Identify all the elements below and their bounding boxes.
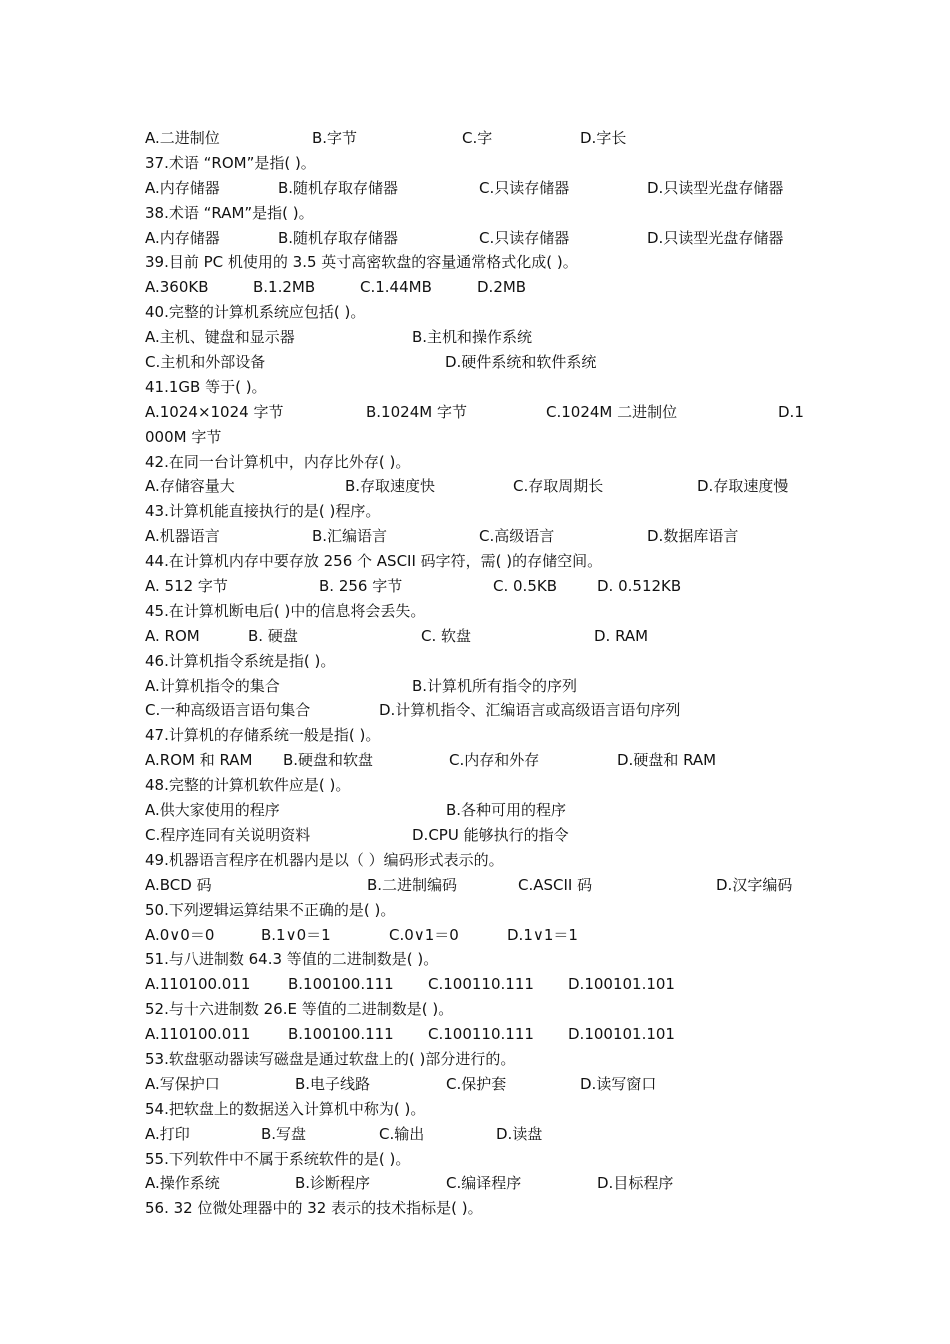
option-text: C.100110.111 [428,1025,534,1044]
question-text: 53.软盘驱动器读写磁盘是通过软盘上的( )部分进行的。 [145,1049,516,1068]
question-text: 51.与八进制数 64.3 等值的二进制数是( )。 [145,950,439,969]
options-line [145,873,815,898]
question-text: 38.术语 “RAM”是指( )。 [145,203,314,222]
option-text: C.存取周期长 [513,477,604,496]
question-text: 52.与十六进制数 26.E 等值的二进制数是( )。 [145,1000,454,1019]
option-text: D.2MB [477,278,527,297]
question-text: 39.目前 PC 机使用的 3.5 英寸高密软盘的容量通常格式化成( )。 [145,253,578,272]
option-text: D.汉字编码 [716,875,793,894]
option-text: A.写保护口 [145,1074,220,1093]
option-text: B.电子线路 [295,1074,371,1093]
option-text: C.0∨1＝0 [389,925,459,944]
options-line [145,923,815,948]
options-line [145,350,815,375]
option-text: A.操作系统 [145,1174,220,1193]
option-text: B.硬盘和软盘 [283,751,374,770]
option-text: C.ASCII 码 [518,875,593,894]
option-text: A.二进制位 [145,129,220,147]
question-text: 48.完整的计算机软件应是( )。 [145,776,351,795]
option-text: D.1∨1＝1 [507,925,578,944]
option-text: B.存取速度快 [345,477,436,496]
question-line [145,250,815,275]
question-text: 44.在计算机内存中要存放 256 个 ASCII 码字符，需( )的存储空间。 [145,552,603,571]
options-line [145,1022,815,1047]
option-text: B.字节 [312,129,358,147]
option-text: D.只读型光盘存储器 [647,228,784,247]
question-line [145,1097,815,1122]
option-text: B.1.2MB [253,278,316,297]
option-text: B.二进制编码 [367,875,458,894]
option-text: C. 0.5KB [493,577,557,596]
question-text: 55.下列软件中不属于系统软件的是( )。 [145,1149,411,1168]
option-text: C.保护套 [446,1074,507,1093]
options-line [145,1122,815,1147]
option-text: A. ROM [145,626,200,645]
question-text: 000M 字节 [145,427,222,446]
option-text: A.打印 [145,1124,190,1143]
option-text: A.1024×1024 字节 [145,402,284,421]
question-line [145,1047,815,1072]
option-text: C. 软盘 [421,626,472,645]
options-line [145,972,815,997]
question-line [145,599,815,624]
option-text: D.读盘 [496,1124,543,1143]
option-text: A.110100.011 [145,975,251,994]
options-line [145,400,815,425]
option-text: B.各种可用的程序 [446,801,567,820]
option-text: A.供大家使用的程序 [145,801,280,820]
option-text: D.硬件系统和软件系统 [445,353,597,372]
question-text: 56. 32 位微处理器中的 32 表示的技术指标是( )。 [145,1199,483,1218]
question-text: 40.完整的计算机系统应包括( )。 [145,303,366,322]
options-line [145,1072,815,1097]
question-line [145,997,815,1022]
question-list [145,126,815,1221]
option-text: C.主机和外部设备 [145,353,266,372]
option-text: D.只读型光盘存储器 [647,178,784,197]
question-line [145,499,815,524]
options-line [145,574,815,599]
options-line [145,674,815,699]
options-line [145,798,815,823]
option-text: D. RAM [594,626,649,645]
question-text: 42.在同一台计算机中，内存比外存( )。 [145,452,411,471]
option-text: B.诊断程序 [295,1174,371,1193]
option-text: D.数据库语言 [647,527,739,546]
options-line [145,698,815,723]
question-line [145,947,815,972]
options-line [145,1171,815,1196]
question-text: 45.在计算机断电后( )中的信息将会丢失。 [145,601,426,620]
question-text: 37.术语 “ROM”是指( )。 [145,153,316,172]
option-text: C.字 [462,129,493,147]
option-text: D.100101.101 [568,975,675,994]
question-line [145,151,815,176]
option-text: D.CPU 能够执行的指令 [412,825,569,844]
option-text: B.100100.111 [288,1025,394,1044]
question-line [145,201,815,226]
option-text: B.汇编语言 [312,527,388,546]
question-text: 46.计算机指令系统是指( )。 [145,651,336,670]
options-line [145,748,815,773]
question-text: 54.把软盘上的数据送入计算机中称为( )。 [145,1099,426,1118]
option-text: A.0∨0＝0 [145,925,215,944]
option-text: C.内存和外存 [449,751,540,770]
question-line [145,1147,815,1172]
question-line [145,375,815,400]
option-text: B. 256 字节 [319,577,403,596]
option-text: A.内存储器 [145,228,220,247]
question-line [145,450,815,475]
option-text: C.编译程序 [446,1174,522,1193]
option-text: B.写盘 [261,1124,307,1143]
option-text: D.硬盘和 RAM [617,751,717,770]
option-text: B. 硬盘 [248,626,298,645]
option-text: D.目标程序 [597,1174,674,1193]
option-text: B.1∨0＝1 [261,925,331,944]
option-text: A.内存储器 [145,178,220,197]
option-text: D.100101.101 [568,1025,675,1044]
option-text: A.机器语言 [145,527,220,546]
option-text: C.输出 [379,1124,425,1143]
option-text: C.一种高级语言语句集合 [145,701,311,720]
question-text: 41.1GB 等于( )。 [145,377,267,396]
option-text: A.BCD 码 [145,875,212,894]
question-line [145,848,815,873]
option-text: D.1 [778,402,804,421]
options-line [145,823,815,848]
question-text: 49.机器语言程序在机器内是以（ ）编码形式表示的。 [145,850,504,869]
option-text: B.1024M 字节 [366,402,467,421]
options-line [145,275,815,300]
option-text: A.110100.011 [145,1025,251,1044]
question-line [145,649,815,674]
option-text: A.360KB [145,278,209,297]
option-text: B.计算机所有指令的序列 [412,676,578,695]
question-line [145,723,815,748]
question-line [145,773,815,798]
option-text: C.程序连同有关说明资料 [145,825,311,844]
options-line [145,624,815,649]
option-text: C.100110.111 [428,975,534,994]
option-text: A.主机、键盘和显示器 [145,328,295,347]
option-text: C.高级语言 [479,527,555,546]
option-text: D.计算机指令、汇编语言或高级语言语句序列 [379,701,681,720]
question-line [145,425,815,450]
options-line [145,474,815,499]
option-text: C.1024M 二进制位 [546,402,678,421]
option-text: D.字长 [580,129,627,147]
options-line [145,325,815,350]
options-line [145,524,815,549]
option-text: D.存取速度慢 [697,477,789,496]
question-text: 47.计算机的存储系统一般是指( )。 [145,726,381,745]
option-text: D.读写窗口 [580,1074,657,1093]
option-text: B.随机存取存储器 [278,178,399,197]
options-line [145,126,815,151]
question-line [145,1196,815,1221]
question-line [145,549,815,574]
option-text: C.只读存储器 [479,228,570,247]
option-text: A.计算机指令的集合 [145,676,280,695]
option-text: D. 0.512KB [597,577,682,596]
option-text: C.1.44MB [360,278,432,297]
question-text: 43.计算机能直接执行的是( )程序。 [145,502,381,521]
question-line [145,898,815,923]
question-text: 50.下列逻辑运算结果不正确的是( )。 [145,900,396,919]
option-text: A. 512 字节 [145,577,228,596]
option-text: B.主机和操作系统 [412,328,533,347]
options-line [145,176,815,201]
option-text: B.随机存取存储器 [278,228,399,247]
option-text: A.存储容量大 [145,477,235,496]
option-text: B.100100.111 [288,975,394,994]
option-text: C.只读存储器 [479,178,570,197]
option-text: A.ROM 和 RAM [145,751,253,770]
question-line [145,300,815,325]
options-line [145,226,815,251]
